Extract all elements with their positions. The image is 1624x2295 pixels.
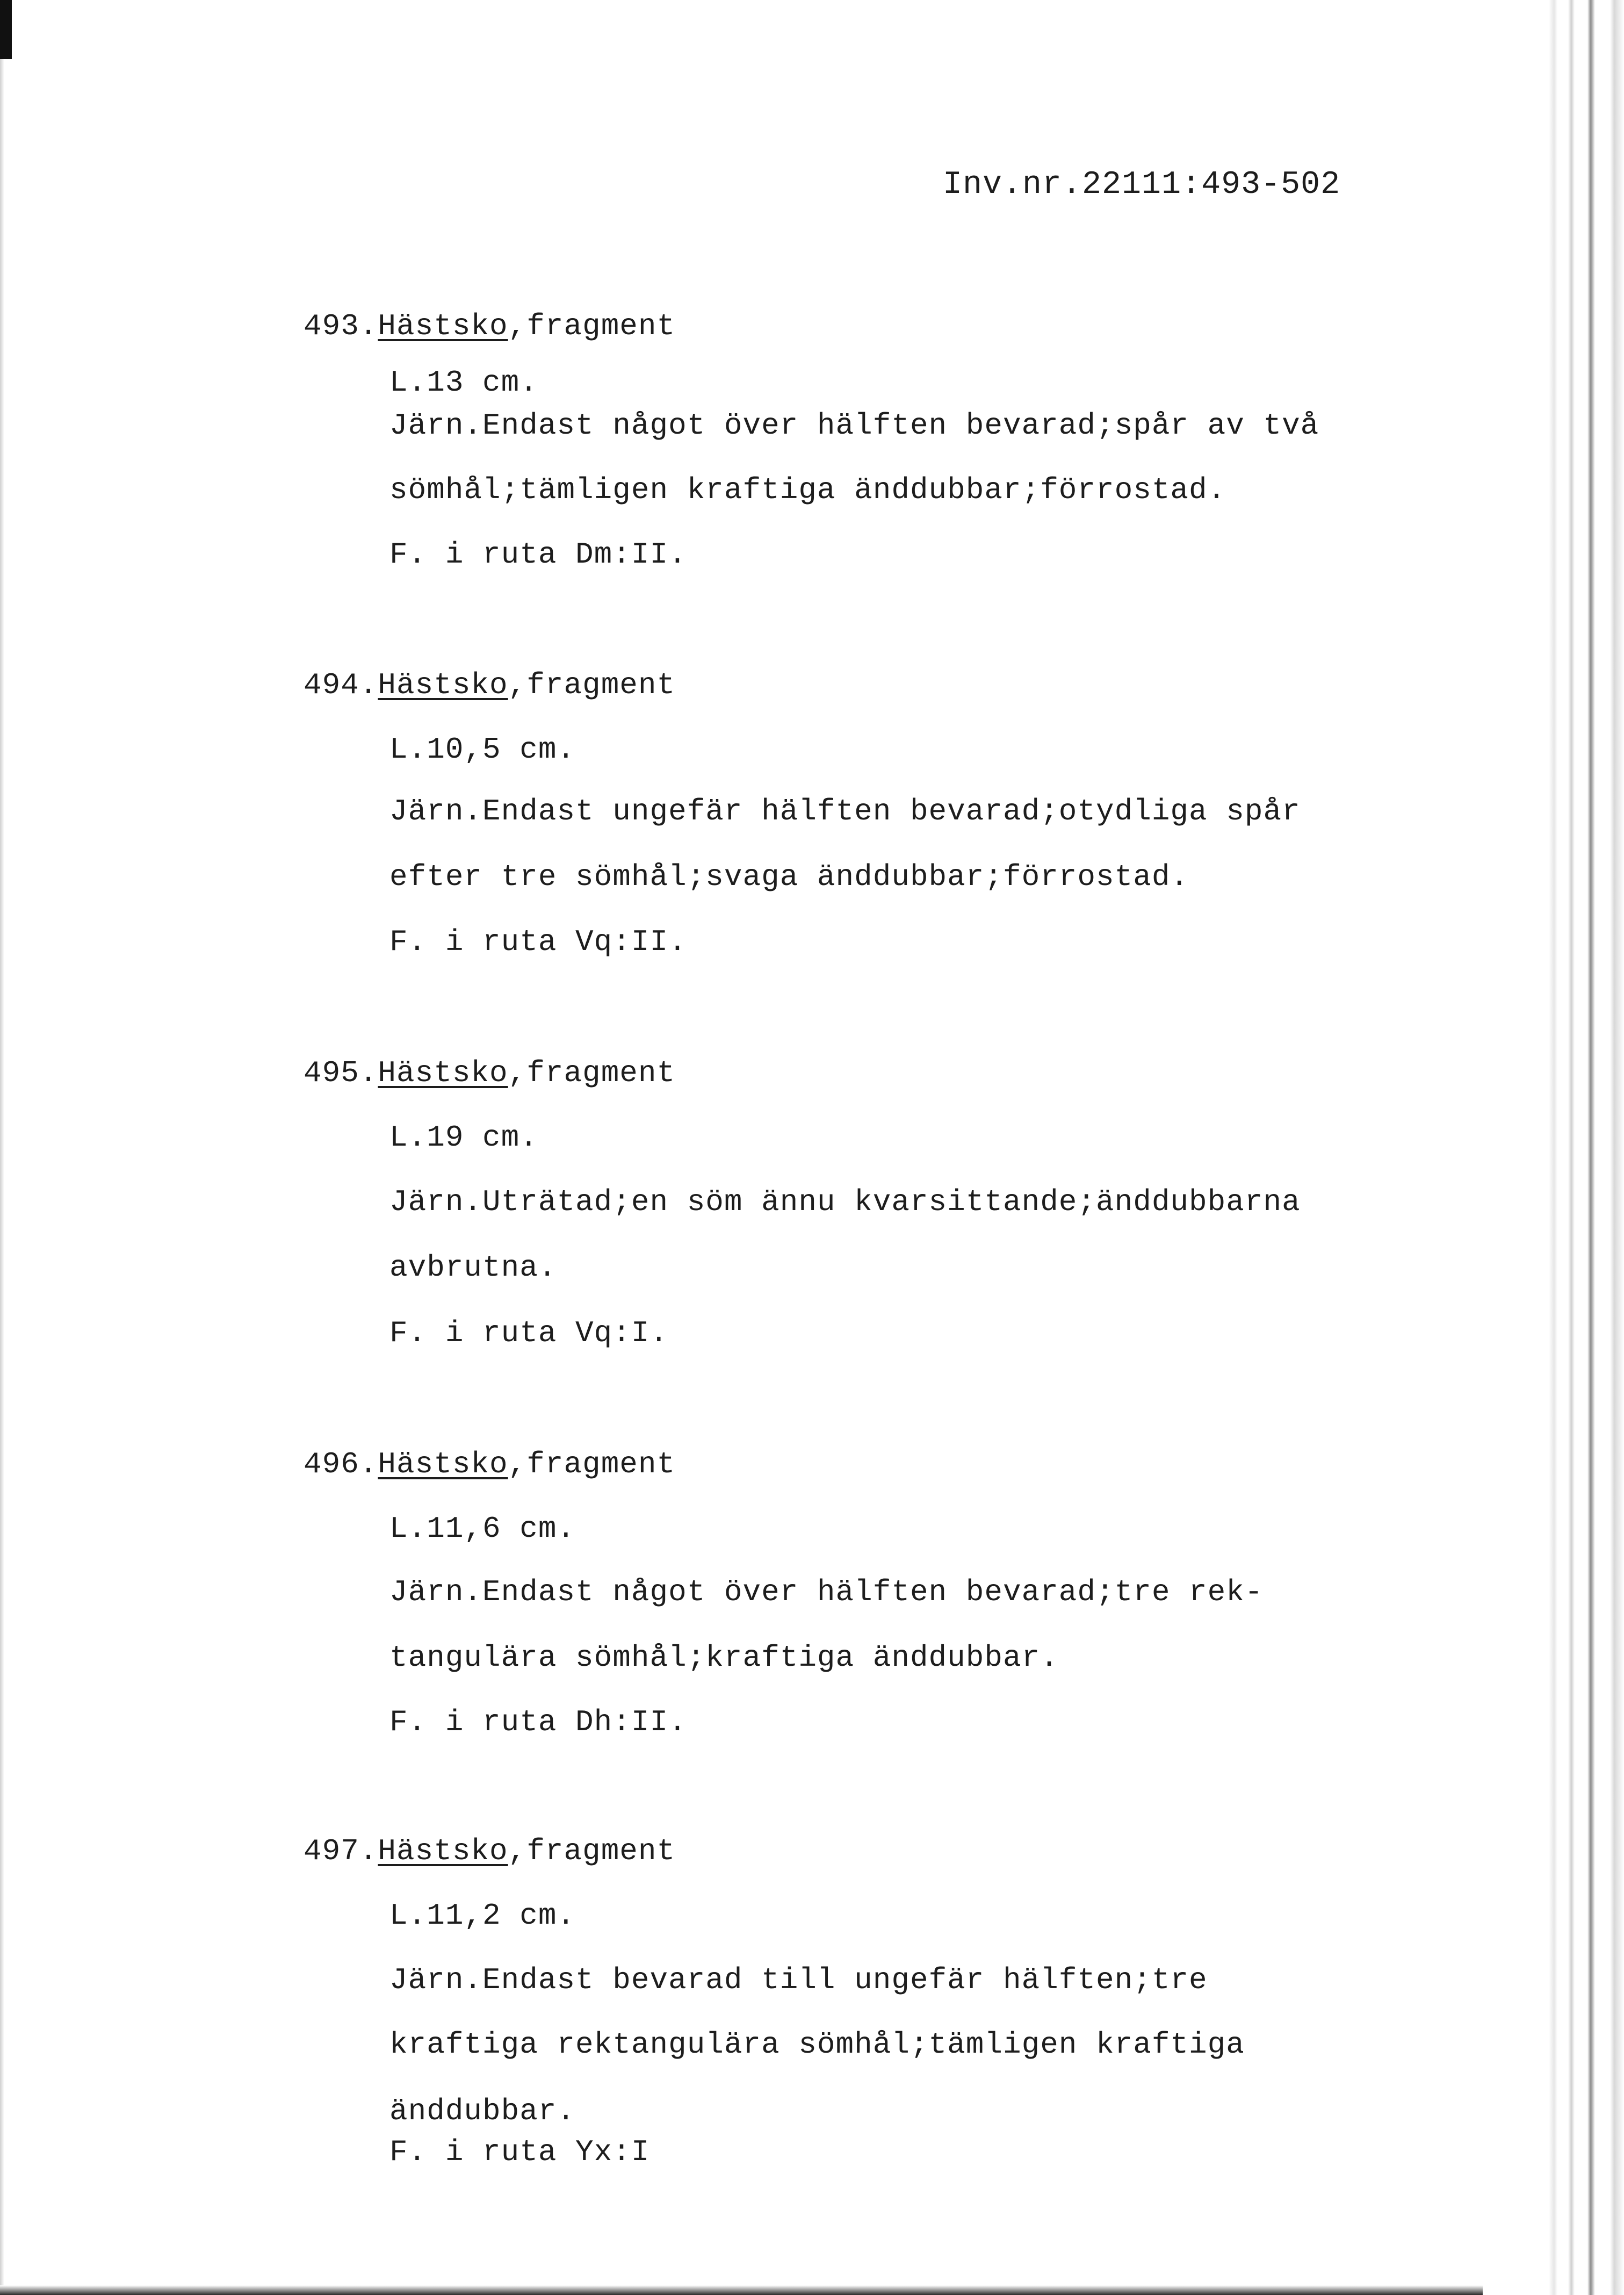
object-description: ,fragment — [508, 1447, 676, 1481]
object-name: Hästsko — [378, 668, 508, 702]
entry-title — [304, 668, 675, 702]
entry-find-location: F. i ruta Yx:I — [389, 2135, 650, 2169]
entry-number: 493. — [304, 309, 378, 343]
entry-detail-line: kraftiga rektangulära sömhål;tämligen kraftiga — [389, 2027, 1245, 2062]
entry-title — [304, 1447, 675, 1481]
entry-length: L.19 cm. — [389, 1120, 538, 1155]
entry-detail-line: änddubbar. — [389, 2094, 576, 2128]
object-name: Hästsko — [378, 309, 508, 343]
page-left-edge — [0, 0, 4, 2295]
entry-number: 497. — [304, 1834, 378, 1868]
entry-detail-line: Järn.Endast ungefär hälften bevarad;otydliga spår — [389, 794, 1301, 829]
entry-find-location: F. i ruta Dm:II. — [389, 537, 687, 572]
object-description: ,fragment — [508, 668, 676, 702]
entry-detail-line: Järn.Endast bevarad till ungefär hälften;tre — [389, 1963, 1208, 1997]
entry-number: 494. — [304, 668, 378, 702]
entry-detail-line: Järn.Endast något över hälften bevarad;spår av två — [389, 408, 1319, 443]
entry-detail-line: Järn.Endast något över hälften bevarad;tre rek- — [389, 1575, 1264, 1609]
entry-length: L.11,2 cm. — [389, 1898, 576, 1933]
entry-length: L.13 cm. — [389, 365, 538, 400]
object-name: Hästsko — [378, 1834, 508, 1868]
object-description: ,fragment — [508, 1056, 676, 1090]
entry-title — [304, 309, 675, 343]
entry-detail-line: tangulära sömhål;kraftiga änddubbar. — [389, 1641, 1059, 1675]
entry-detail-line: sömhål;tämligen kraftiga änddubbar;förrostad. — [389, 473, 1226, 507]
entry-detail-line: Järn.Uträtad;en söm ännu kvarsittande;änddubbarna — [389, 1185, 1301, 1219]
object-description: ,fragment — [508, 1834, 676, 1868]
scan-corner-mark — [0, 0, 12, 59]
object-name: Hästsko — [378, 1447, 508, 1481]
object-name: Hästsko — [378, 1056, 508, 1090]
entry-find-location: F. i ruta Vq:II. — [389, 925, 687, 959]
entry-number: 495. — [304, 1056, 378, 1090]
entry-length: L.11,6 cm. — [389, 1512, 576, 1546]
entry-title — [304, 1834, 675, 1868]
page-bottom-edge — [0, 2285, 1483, 2295]
entry-detail-line: avbrutna. — [389, 1250, 557, 1285]
entry-number: 496. — [304, 1447, 378, 1481]
entry-find-location: F. i ruta Vq:I. — [389, 1316, 669, 1350]
entry-title — [304, 1056, 675, 1090]
inventory-number: Inv.nr.22111:493-502 — [943, 167, 1341, 203]
entry-find-location: F. i ruta Dh:II. — [389, 1705, 687, 1739]
book-binding-edge — [1447, 0, 1624, 2295]
entry-detail-line: efter tre sömhål;svaga änddubbar;förrostad. — [389, 860, 1189, 894]
object-description: ,fragment — [508, 309, 676, 343]
entry-length: L.10,5 cm. — [389, 732, 576, 767]
